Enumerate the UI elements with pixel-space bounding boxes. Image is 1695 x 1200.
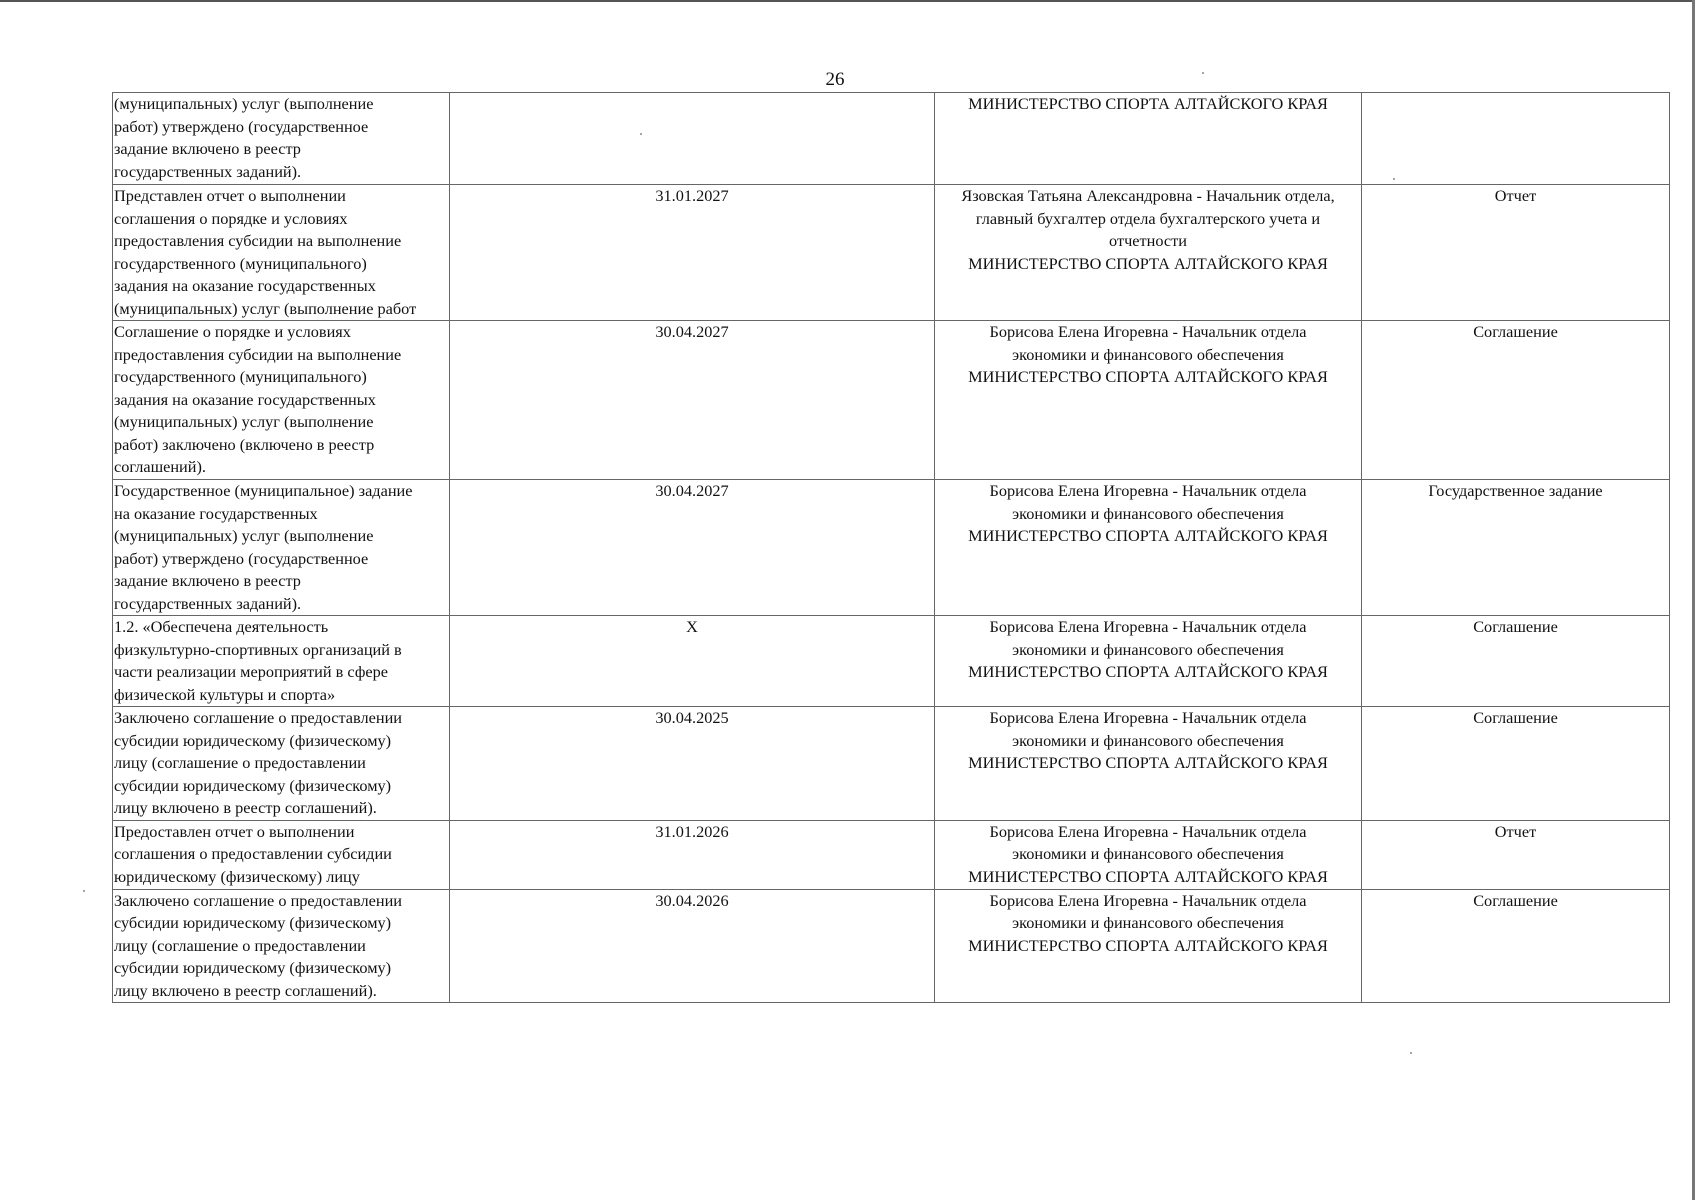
description-cell [113, 321, 450, 480]
date-cell: 30.04.2025 [450, 707, 935, 821]
description-line: субсидии юридическому (физическому) [114, 958, 392, 977]
date-cell: 30.04.2026 [450, 889, 935, 1003]
responsible-line: Борисова Елена Игоревна - Начальник отдела [989, 890, 1307, 910]
date-cell [450, 93, 935, 185]
description-line: Государственное (муниципальное) задание [114, 481, 413, 500]
description-cell [113, 185, 450, 321]
table-row [113, 820, 1670, 889]
date-cell: 30.04.2027 [450, 321, 935, 480]
table-row [113, 321, 1670, 480]
responsible-line: МИНИСТЕРСТВО СПОРТА АЛТАЙСКОГО КРАЯ [968, 526, 1328, 545]
description-line: предоставления субсидии на выполнение [114, 231, 402, 250]
description-line: государственных заданий). [114, 161, 302, 181]
description-line: задания на оказание государственных [114, 389, 376, 409]
document-type-cell: Государственное задание [1362, 480, 1670, 616]
responsible-line: экономики и финансового обеспечения [1012, 344, 1284, 364]
description-line: соглашений). [114, 457, 206, 476]
table-row [113, 480, 1670, 616]
table-row [113, 93, 1670, 185]
description-line: 1.2. «Обеспечена деятельность [114, 617, 329, 636]
responsible-line: главный бухгалтер отдела бухгалтерского учета и [975, 208, 1321, 228]
document-type-cell [1362, 93, 1670, 185]
responsible-line: экономики и финансового обеспечения [1012, 503, 1284, 523]
responsible-line: МИНИСТЕРСТВО СПОРТА АЛТАЙСКОГО КРАЯ [968, 94, 1328, 113]
responsible-line: Борисова Елена Игоревна - Начальник отдела [989, 821, 1307, 841]
page-number: 26 [825, 69, 845, 90]
description-line: юридическому (физическому) лицу [114, 866, 360, 886]
description-line: части реализации мероприятий в сфере [114, 662, 388, 681]
description-line: соглашения о порядке и условиях [114, 208, 348, 228]
description-line: лицу (соглашение о предоставлении [114, 753, 366, 772]
description-line: Представлен отчет о выполнении [114, 186, 346, 205]
responsible-cell [935, 185, 1362, 321]
responsible-line: МИНИСТЕРСТВО СПОРТА АЛТАЙСКОГО КРАЯ [968, 367, 1328, 386]
date-cell: X [450, 616, 935, 707]
description-line: задания на оказание государственных [114, 276, 376, 295]
responsible-line: Борисова Елена Игоревна - Начальник отдела [989, 481, 1307, 500]
description-line: лицу включено в реестр соглашений). [114, 980, 377, 1000]
description-line: субсидии юридическому (физическому) [114, 730, 392, 750]
responsible-line: экономики и финансового обеспечения [1012, 844, 1284, 863]
scan-speck [1410, 1052, 1412, 1054]
responsible-line: МИНИСТЕРСТВО СПОРТА АЛТАЙСКОГО КРАЯ [968, 253, 1328, 273]
table-row [113, 185, 1670, 321]
responsible-cell [935, 616, 1362, 707]
plan-table [112, 92, 1670, 1003]
description-cell [113, 889, 450, 1003]
description-line: задание включено в реестр [114, 571, 301, 590]
description-line: государственного (муниципального) [114, 367, 367, 386]
scan-speck [83, 890, 85, 892]
responsible-cell [935, 321, 1362, 480]
description-line: государственного (муниципального) [114, 253, 367, 273]
scan-speck [640, 133, 642, 135]
date-cell: 31.01.2026 [450, 820, 935, 889]
responsible-line: Язовская Татьяна Александровна - Начальник отдела, [961, 186, 1335, 205]
description-line: работ) утверждено (государственное [114, 548, 369, 568]
responsible-cell [935, 707, 1362, 821]
description-line: задание включено в реестр [114, 139, 301, 158]
description-cell [113, 616, 450, 707]
description-line: физической культуры и спорта» [114, 684, 336, 704]
responsible-line: МИНИСТЕРСТВО СПОРТА АЛТАЙСКОГО КРАЯ [968, 935, 1328, 955]
table-row [113, 616, 1670, 707]
scan-edge-top [0, 0, 1695, 2]
scan-speck [1202, 72, 1204, 74]
responsible-line: экономики и финансового обеспечения [1012, 913, 1284, 932]
description-line: физкультурно-спортивных организаций в [114, 639, 402, 659]
description-line: (муниципальных) услуг (выполнение [114, 94, 374, 113]
description-cell [113, 480, 450, 616]
description-line: Заключено соглашение о предоставлении [114, 708, 402, 727]
document-type-cell: Соглашение [1362, 321, 1670, 480]
description-line: государственных заданий). [114, 593, 302, 613]
description-line: на оказание государственных [114, 503, 318, 523]
description-line: Соглашение о порядке и условиях [114, 322, 351, 341]
responsible-cell [935, 820, 1362, 889]
description-cell [113, 820, 450, 889]
responsible-cell [935, 889, 1362, 1003]
responsible-line: МИНИСТЕРСТВО СПОРТА АЛТАЙСКОГО КРАЯ [968, 662, 1328, 681]
scan-speck [1393, 178, 1395, 180]
description-line: соглашения о предоставлении субсидии [114, 844, 392, 863]
document-type-cell: Отчет [1362, 820, 1670, 889]
responsible-line: Борисова Елена Игоревна - Начальник отдела [989, 322, 1307, 341]
description-cell [113, 93, 450, 185]
document-type-cell: Соглашение [1362, 889, 1670, 1003]
description-line: субсидии юридическому (физическому) [114, 913, 392, 932]
description-line: Заключено соглашение о предоставлении [114, 890, 402, 910]
document-type-cell: Соглашение [1362, 707, 1670, 821]
responsible-cell [935, 93, 1362, 185]
document-type-cell: Отчет [1362, 185, 1670, 321]
table-row [113, 707, 1670, 821]
description-line: субсидии юридическому (физическому) [114, 775, 392, 795]
responsible-line: МИНИСТЕРСТВО СПОРТА АЛТАЙСКОГО КРАЯ [968, 866, 1328, 886]
document-type-cell: Соглашение [1362, 616, 1670, 707]
description-line: предоставления субсидии на выполнение [114, 344, 402, 364]
responsible-line: Борисова Елена Игоревна - Начальник отдела [989, 708, 1307, 727]
description-line: (муниципальных) услуг (выполнение [114, 412, 374, 431]
date-cell: 31.01.2027 [450, 185, 935, 321]
description-line: (муниципальных) услуг (выполнение работ [114, 298, 417, 318]
description-line: работ) утверждено (государственное [114, 116, 369, 136]
responsible-line: Борисова Елена Игоревна - Начальник отдела [989, 617, 1307, 636]
responsible-cell [935, 480, 1362, 616]
description-line: лицу (соглашение о предоставлении [114, 935, 366, 955]
description-line: (муниципальных) услуг (выполнение [114, 526, 374, 545]
description-line: Предоставлен отчет о выполнении [114, 821, 355, 841]
description-cell [113, 707, 450, 821]
table-row [113, 889, 1670, 1003]
plan-table-body [113, 93, 1670, 1003]
responsible-line: экономики и финансового обеспечения [1012, 639, 1284, 659]
description-line: работ) заключено (включено в реестр [114, 434, 375, 454]
date-cell: 30.04.2027 [450, 480, 935, 616]
responsible-line: отчетности [1109, 231, 1187, 250]
description-line: лицу включено в реестр соглашений). [114, 798, 377, 817]
responsible-line: экономики и финансового обеспечения [1012, 730, 1284, 750]
responsible-line: МИНИСТЕРСТВО СПОРТА АЛТАЙСКОГО КРАЯ [968, 753, 1328, 772]
